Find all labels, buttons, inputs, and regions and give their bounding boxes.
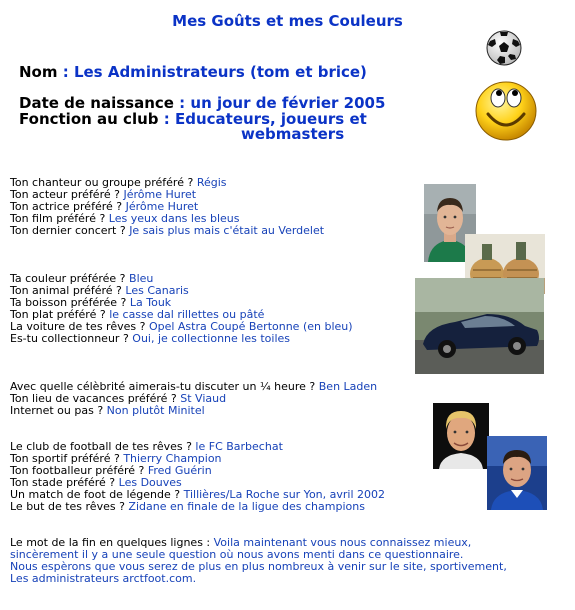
question-row — [10, 225, 324, 237]
question-label: Ton chanteur ou groupe préféré ? — [10, 176, 197, 189]
celebrity-photo — [433, 403, 489, 469]
answer-value: Oui, je collectionne les toiles — [132, 332, 290, 345]
question-group-4 — [10, 441, 385, 513]
footballer-photo — [487, 436, 547, 510]
answer-value: Régis — [196, 176, 227, 189]
closing-line-3: Nous espèrons que vous serez de plus en plus nombreux à venir sur le site, sportivement, — [10, 560, 507, 573]
question-label: Un match de foot de légende ? — [10, 488, 184, 501]
closing-line-4: Les administrateurs arctfoot.com. — [10, 572, 197, 585]
question-label: Le but de tes rêves ? — [10, 500, 129, 513]
question-label: Ta boisson préférée ? — [10, 296, 130, 309]
answer-value: Opel Astra Coupé Bertonne (en bleu) — [148, 320, 353, 333]
nom-value: : Les Administrateurs (tom et brice) — [62, 63, 367, 81]
answer-value: Les Douves — [118, 476, 182, 489]
question-group-2 — [10, 273, 353, 345]
question-label: Ton lieu de vacances préféré ? — [10, 392, 181, 405]
question-label: Ton footballeur préféré ? — [10, 464, 148, 477]
question-row — [10, 333, 353, 345]
question-label: La voiture de tes rêves ? — [10, 320, 149, 333]
question-label: Le club de football de tes rêves ? — [10, 440, 196, 453]
closing-value: Voila maintenant vous nous connaissez mieux, — [213, 536, 472, 549]
fonction-value-line2: webmasters — [241, 125, 345, 143]
answer-value: Jérôme Huret — [125, 200, 199, 213]
fonction-value: : Educateurs, joueurs et — [163, 110, 367, 128]
answer-value: St Viaud — [180, 392, 227, 405]
answer-value: Fred Guérin — [147, 464, 212, 477]
answer-value: La Touk — [129, 296, 172, 309]
answer-value: le FC Barbechat — [195, 440, 283, 453]
answer-value: Les Canaris — [125, 284, 189, 297]
question-label: Ton dernier concert ? — [10, 224, 130, 237]
question-row — [10, 405, 377, 417]
closing-label: Le mot de la fin en quelques lignes : — [10, 536, 214, 549]
naissance-row — [19, 95, 385, 111]
answer-value: Ben Laden — [318, 380, 378, 393]
question-label: Ton animal préféré ? — [10, 284, 126, 297]
question-label: Avec quelle célèbrité aimerais-tu discuter un ¼ heure ? — [10, 380, 319, 393]
question-label: Ton acteur préféré ? — [10, 188, 124, 201]
page-title: Mes Goûts et mes Couleurs — [172, 12, 403, 30]
question-label: Internet ou pas ? — [10, 404, 107, 417]
naissance-value: : un jour de février 2005 — [179, 94, 386, 112]
answer-value: Les yeux dans les bleus — [108, 212, 240, 225]
answer-value: Bleu — [129, 272, 154, 285]
question-label: Ton film préféré ? — [10, 212, 109, 225]
question-label: Es-tu collectionneur ? — [10, 332, 133, 345]
question-label: Ton plat préféré ? — [10, 308, 110, 321]
question-group-3 — [10, 381, 377, 417]
answer-value: Tillières/La Roche sur Yon, avril 2002 — [183, 488, 386, 501]
nom-row — [19, 64, 367, 80]
closing-paragraph — [10, 537, 507, 585]
nom-label: Nom — [19, 63, 58, 81]
question-row — [10, 501, 385, 513]
answer-value: Thierry Champion — [123, 452, 222, 465]
question-label: Ton sportif préféré ? — [10, 452, 124, 465]
closing-line-2: sincèrement il y a une seule question où nous avons menti dans ce questionnaire. — [10, 548, 464, 561]
question-label: Ta couleur préférée ? — [10, 272, 130, 285]
answer-value: Je sais plus mais c'était au Verdelet — [129, 224, 325, 237]
question-label: Ton stade préféré ? — [10, 476, 119, 489]
answer-value: Zidane en finale de la ligue des champions — [128, 500, 365, 513]
answer-value: le casse dal rillettes ou pâté — [109, 308, 265, 321]
question-group-1 — [10, 177, 324, 237]
naissance-label: Date de naissance — [19, 94, 174, 112]
smiley-icon — [474, 78, 538, 142]
answer-value: Non plutôt Minitel — [106, 404, 205, 417]
fonction-label: Fonction au club — [19, 110, 159, 128]
car-photo — [415, 278, 544, 374]
soccer-ball-icon — [486, 30, 522, 66]
answer-value: Jérôme Huret — [123, 188, 197, 201]
question-label: Ton actrice préféré ? — [10, 200, 126, 213]
